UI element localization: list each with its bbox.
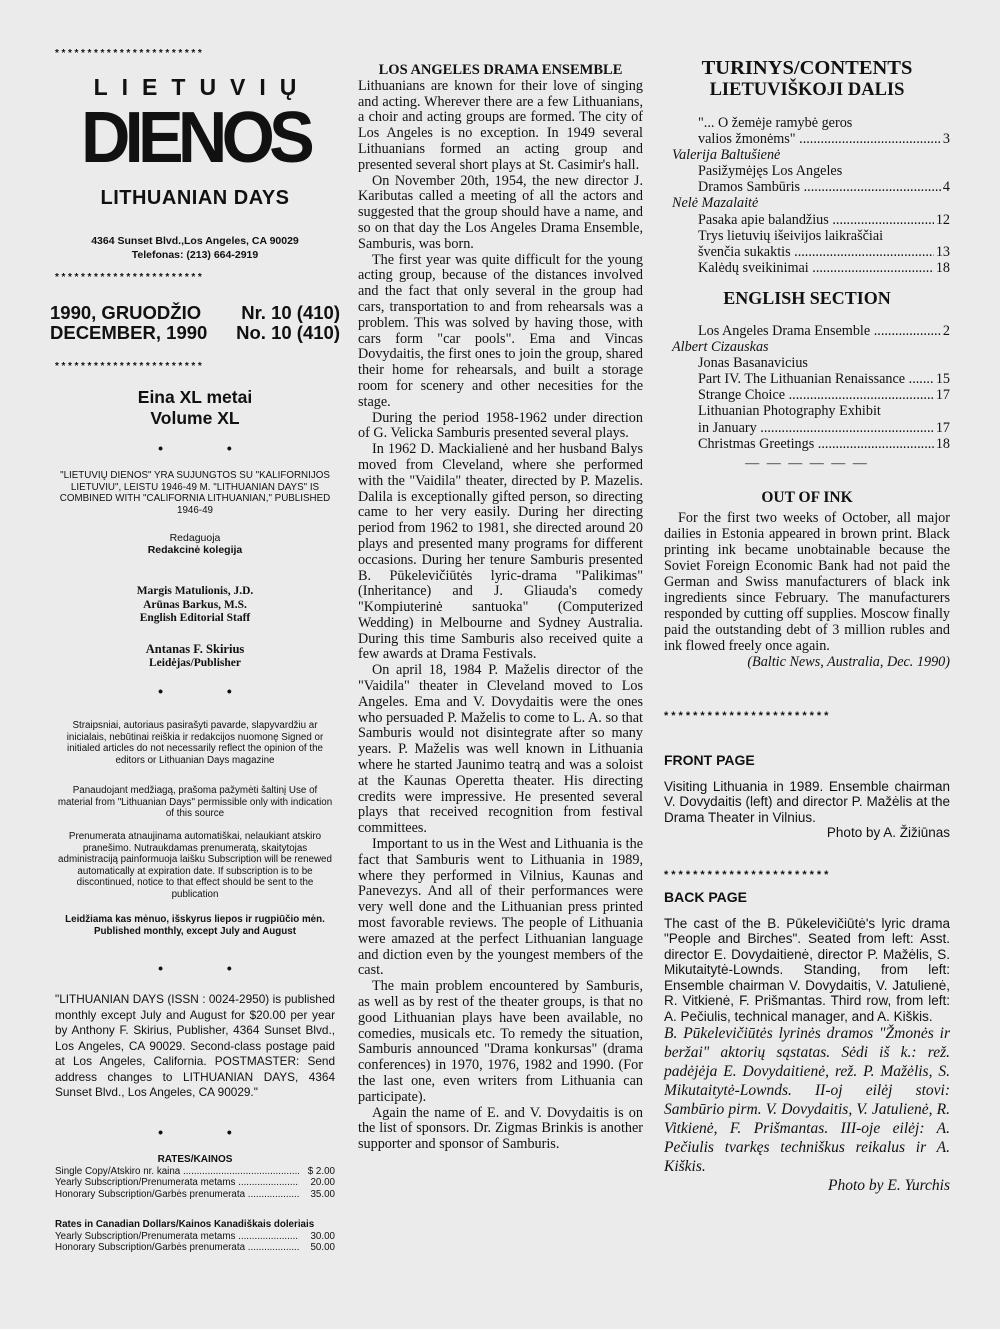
- issue-number-lt: Nr. 10 (410): [241, 302, 340, 323]
- toc-entry: [664, 371, 950, 387]
- rate-row: [55, 1166, 335, 1178]
- contents-subtitle: LIETUVIŠKOJI DALIS: [709, 80, 905, 100]
- rate-amount: 30.00: [310, 1230, 335, 1242]
- back-page-section: [664, 889, 950, 1196]
- rates-heading: RATES/KAINOS: [157, 1154, 233, 1165]
- staff-role: English Editorial Staff: [139, 612, 251, 624]
- issue-number-en: No. 10 (410): [236, 322, 340, 343]
- opinion-note: Straipsniai, autoriaus pasirašyti pavarde, slapyvardžiu ar inicialais, nebūtinai reiškia ir redakcijos nuomonę Signed or initialed articles do not necessarily reflect the opinion of the editors or Lithuanian Days magazine: [66, 720, 324, 766]
- article-paragraph: On November 20th, 1954, the new director J. Kaributas called a meeting of all the actors and suggested that the group should have a name, and so on that day the Los Angeles Drama Ensemble, Samburis, was born.: [358, 172, 643, 252]
- masthead-column: [50, 0, 340, 1329]
- front-page-credit: Photo by A. Žižiūnas: [826, 825, 950, 841]
- article-paragraph: The first year was quite difficult for the young acting group, because of the distances involved and the fact that only several in the group had cars, transportation to and from rehearsals was a problem. This was solved by having those, with cars form "car pools". Ema and Vincas Dovydaitis, the first ones to join the group, shared their home for rehearsals, and built a storage room for scenery and other necesities for the stage.: [358, 251, 643, 410]
- volume-en: Volume XL: [150, 408, 240, 428]
- article-paragraph: On april 18, 1984 P. Maželis director of the "Vaidila" theater in Cleveland moved to Los Angeles. Ema and V. Dovydaitis were the ones who persuaded P. Maželis to come to L. A. so that Samburis would not disintegrate after so many years. P. Maželis was well known in Lithuania where he started Jaunimo teatrą and was a soloist at the Kaunas Operetta theater. His directing credits were impressive. He presented several plays that received recognition from festival committees.: [358, 662, 643, 837]
- rate-row: [55, 1242, 335, 1254]
- toc-author: Valerija Baltušienė: [672, 147, 781, 164]
- monthly-note: [55, 914, 335, 937]
- contents-column: [664, 57, 950, 1195]
- toc-entry-title: Christmas Greetings .....: [698, 436, 934, 452]
- volume-info: [50, 387, 340, 429]
- toc-entry-title: Part IV. The Lithuanian Renaissance .....: [698, 371, 934, 387]
- toc-english: [664, 323, 950, 452]
- toc-page-number: 17: [935, 419, 950, 436]
- publisher-block: [50, 643, 340, 670]
- toc-entry: [664, 387, 950, 403]
- star-divider: ***********************: [55, 361, 205, 372]
- toc-page-number: 15: [935, 371, 950, 388]
- staff-member: Arūnas Barkus, M.S.: [143, 598, 247, 611]
- front-page-section: [664, 752, 950, 841]
- toc-entry: [664, 179, 950, 195]
- toc-page-number: 12: [935, 211, 950, 228]
- toc-author: Nelė Mazalaitė: [672, 195, 759, 212]
- editorial-staff: [50, 585, 340, 626]
- dash-divider: — — — — — —: [745, 455, 869, 471]
- out-of-ink-text: For the first two weeks of October, all major dailies in Estonia appeared in brown print. Black printing ink became unobtainable because the Soviet Foreign Economic Bank had not paid the German and Swiss manufacturers of black ink ingredients since February. The manufacturers responded by cutting off supplies. Moscow finally paid the outstanding debt of 3 million rubles and ink flowed freely once again.: [664, 509, 950, 654]
- monthly-lt: Leidžiama kas mėnuo, išskyrus liepos ir rugpiūčio mėn.: [65, 914, 325, 925]
- subscription-note: Prenumerata atnaujinama automatiškai, nelaukiant atskiro pranešimo. Nutraukdamas prenumeratą, skaitytojas administraciją painformuoja laišku Subscription will be renewed automatically at expiration date. If subscription is to be discontinued, notice to that effect should be sent to the publication: [58, 831, 332, 900]
- rates-table: [55, 1154, 335, 1200]
- rate-row: [55, 1231, 335, 1243]
- star-divider: ***********************: [664, 709, 832, 722]
- masthead-lithuanian-days: LITHUANIAN DAYS: [100, 187, 290, 209]
- english-section-title: ENGLISH SECTION: [723, 287, 891, 308]
- toc-author: Albert Cizauskas: [672, 339, 769, 356]
- toc-entry-title: in January .....: [698, 420, 934, 436]
- out-of-ink-article: [664, 490, 950, 670]
- article-paragraph: In 1962 D. Mackialienė and her husband Balys moved from Cleveland, where she performed with the "Vaidila" theater, directed by P. Mazelis. Dalila is exceptionally gifted person, so directing came to her very easily. During her directing period from 1962 to 1981, she directed around 20 plays and presented many programs for different occasions. During her tenure Samburis presented B. Pūkelevičiūtės lyric-drama "Palikimas" (Inheritance) and J. Gliauda's comedy "Kompiuterinė santuoka" (Computerized Wedding) in Melbourne and Sydney Australia. During this time Samburis also received quite a few awards at Drama Festivals.: [358, 441, 643, 663]
- back-page-caption-en: The cast of the B. Pūkelevičiūtė's lyric drama "People and Birches". Seated from left: Asst. director E. Dovydaitienė, director P. Mažėlis, S. Mikutaitytė-Lownds. Standing, from left: Ensemble chairman V. Dovydaitis, V. Jatulienė, R. Vitkienė, F. Prišmantas. Third row, from left: A. Pečiulis, technical manager, and A. Kiškis.: [664, 915, 950, 1024]
- staff-member: Margis Matulionis, J.D.: [136, 585, 254, 597]
- toc-entry-title: Pasaka apie balandžius .....: [698, 212, 934, 228]
- date-lt: 1990, GRUODŽIO: [50, 302, 202, 323]
- toc-entry: [664, 212, 950, 228]
- rate-label: Yearly Subscription/Prenumerata metams .....: [55, 1231, 299, 1243]
- toc-entry: [664, 244, 950, 260]
- star-divider: ***********************: [55, 272, 205, 283]
- back-page-caption-lt: B. Pūkelevičiūtės lyrinės dramos "Žmonės ir beržai" aktorių sąstatas. Sėdi iš k.: rež. padėjėja E. Dovydaitienė, rež. P. Mažėlis, S. Mikutaitytė-Lownds. II-oj eilėj stovi: Sambūrio pirm. V. Dovydaitis, V. Jatulienė, R. Vitkienė, F. Prišmantas. III-oje eilėj: A. Pečiulis tvarkęs techniškus reikalus ir A. Kiškis.: [664, 1025, 950, 1176]
- toc-line: Lithuanian Photography Exhibit: [698, 403, 881, 420]
- issue-date-en: [50, 322, 340, 344]
- bullet-divider: • •: [158, 960, 262, 976]
- article-paragraph: The main problem encountered by Samburis, as well as by rest of the theater groups, is that no good Lithuanian plays have been available, no comedies, musicals etc. To remedy the situation, Samburis announced "Drama konkursas" (drama conferences) in 1970, 1976, 1982 and 1990. (For the last one, even writers from Lithuania can participate).: [358, 978, 643, 1105]
- date-en: DECEMBER, 1990: [50, 322, 208, 343]
- bullet-divider: • •: [158, 440, 262, 456]
- toc-entry: [664, 260, 950, 276]
- bullet-divider: • •: [158, 1124, 262, 1140]
- rate-label: Honorary Subscription/Garbės prenumerata .....: [55, 1242, 299, 1254]
- article-column: [358, 63, 643, 1153]
- monthly-en: Published monthly, except July and August: [94, 925, 296, 937]
- rate-amount: 35.00: [310, 1188, 335, 1200]
- toc-entry: [664, 436, 950, 452]
- article-paragraph: During the period 1958-1962 under direction of G. Velicka Samburis presented several plays.: [358, 409, 643, 442]
- toc-line: Trys lietuvių išeivijos laikraščiai: [698, 227, 884, 244]
- out-of-ink-source: (Baltic News, Australia, Dec. 1990): [747, 653, 950, 670]
- article-paragraph: Lithuanians are known for their love of singing and acting. Wherever there are a few Lithuanians, a choir and acting groups are formed. The city of Los Angeles is no exception. In 1949 several Lithuanians formed an acting group and presented several short plays at St. Casimir's hall.: [358, 77, 643, 173]
- toc-entry: [664, 131, 950, 147]
- rate-label: Honorary Subscription/Garbės prenumerata .....: [55, 1189, 299, 1201]
- address-line: 4364 Sunset Blvd.,Los Angeles, CA 90029: [91, 235, 299, 247]
- publication-address: [50, 234, 340, 262]
- canadian-rates-heading: Rates in Canadian Dollars/Kainos Kanadiškais doleriais: [55, 1219, 315, 1230]
- toc-entry-title: Kalėdų sveikinimai .....: [698, 260, 934, 276]
- bullet-divider: • •: [158, 683, 262, 699]
- back-page-title: BACK PAGE: [664, 888, 747, 905]
- front-page-title: FRONT PAGE: [664, 751, 755, 768]
- toc-entry-title: Dramos Sambūris .....: [698, 179, 941, 195]
- issue-date-lt: [50, 302, 340, 324]
- phone-line: Telefonas: (213) 664-2919: [131, 249, 259, 261]
- volume-lt: Eina XL metai: [137, 387, 253, 407]
- redaguoja-label: Redaguoja: [169, 532, 221, 544]
- back-page-credit: Photo by E. Yurchis: [828, 1177, 950, 1195]
- rate-label: Yearly Subscription/Prenumerata metams .....: [55, 1177, 299, 1189]
- publisher-title: Leidėjas/Publisher: [148, 656, 241, 669]
- rate-row: [55, 1177, 335, 1189]
- article-title: LOS ANGELES DRAMA ENSEMBLE: [378, 62, 623, 78]
- rate-amount: 20.00: [310, 1177, 335, 1188]
- toc-entry: [664, 323, 950, 339]
- kolegija-label: Redakcinė kolegija: [147, 543, 243, 556]
- contents-title: TURINYS/CONTENTS: [701, 57, 913, 79]
- toc-page-number: 18: [935, 435, 950, 452]
- toc-line: "... O žemėje ramybė geros: [698, 115, 853, 131]
- toc-line: Jonas Basanavicius: [698, 355, 808, 372]
- masthead-lietuviu: LIETUVIŲ: [93, 74, 311, 100]
- source-note: Panaudojant medžiagą, prašoma pažymėti šaltinį Use of material from "Lithuanian Days" permissible only with indication of this source: [57, 785, 333, 819]
- combined-notice: "LIETUVIŲ DIENOS" YRA SUJUNGTOS SU "KALIFORNIJOS LIETUVIU", LEISTU 1946-49 M. "LITHUANIAN DAYS" IS COMBINED WITH "CALIFORNIA LITHUANIAN," PUBLISHED 1946-49: [59, 470, 331, 516]
- rate-row: [55, 1189, 335, 1201]
- toc-page-number: 3: [942, 131, 950, 148]
- editors-label: [55, 533, 335, 556]
- toc-page-number: 2: [942, 322, 950, 339]
- article-paragraph: Again the name of E. and V. Dovydaitis is on the list of sponsors. Dr. Zigmas Brinkis is another supporter and sponsor of Samburis.: [358, 1104, 643, 1153]
- toc-line: Pasižymėjęs Los Angeles: [698, 163, 843, 180]
- toc-entry: [664, 420, 950, 436]
- toc-entry-title: valios žmonėms" .....: [698, 131, 941, 147]
- rate-amount: 50.00: [310, 1242, 335, 1253]
- toc-page-number: 18: [935, 259, 950, 276]
- toc-page-number: 13: [935, 243, 950, 260]
- toc-entry-title: Los Angeles Drama Ensemble .....: [698, 323, 941, 339]
- article-paragraph: Important to us in the West and Lithuania is the fact that Samburis went to Lithuania in 1989, where they performed in Vilnius, Kaunas and Panevezys. And all of their performances were very well done and the Lithuanian press printed most favorable reviews. The people of Lithuania were amazed at the perfect Lithuanian language and diction even by the youngest members of the cast.: [358, 836, 643, 979]
- rate-amount: $ 2.00: [307, 1165, 335, 1177]
- publisher-name: Antanas F. Skirius: [145, 642, 245, 656]
- toc-entry-title: Strange Choice .....: [698, 387, 934, 403]
- issn-statement: "LITHUANIAN DAYS (ISSN : 0024-2950) is published monthly except July and August for $20.00 per year by Anthony F. Skirius, Publisher, 4364 Sunset Blvd., Los Angeles, CA 90029. Second-class postage paid at Los Angeles, California. POSTMASTER: Send address changes to LITHUANIAN DAYS, 4364 Sunset Blvd., Los Angeles, CA 90029.": [55, 992, 335, 1099]
- star-divider: ***********************: [55, 48, 205, 59]
- toc-lithuanian: [664, 115, 950, 276]
- toc-entry-title: švenčia sukaktis .....: [698, 244, 934, 260]
- star-divider: ***********************: [664, 868, 832, 881]
- toc-page-number: 17: [935, 387, 950, 404]
- rate-label: Single Copy/Atskiro nr. kaina .....: [55, 1166, 299, 1178]
- toc-page-number: 4: [942, 179, 950, 196]
- out-of-ink-title: OUT OF INK: [761, 488, 853, 506]
- canadian-rates-table: [55, 1219, 335, 1254]
- front-page-caption: Visiting Lithuania in 1989. Ensemble chairman V. Dovydaitis (left) and director P. Mažėlis at the Drama Theater in Vilnius.: [664, 778, 950, 825]
- masthead-dienos-logo: DIENOS: [80, 98, 310, 178]
